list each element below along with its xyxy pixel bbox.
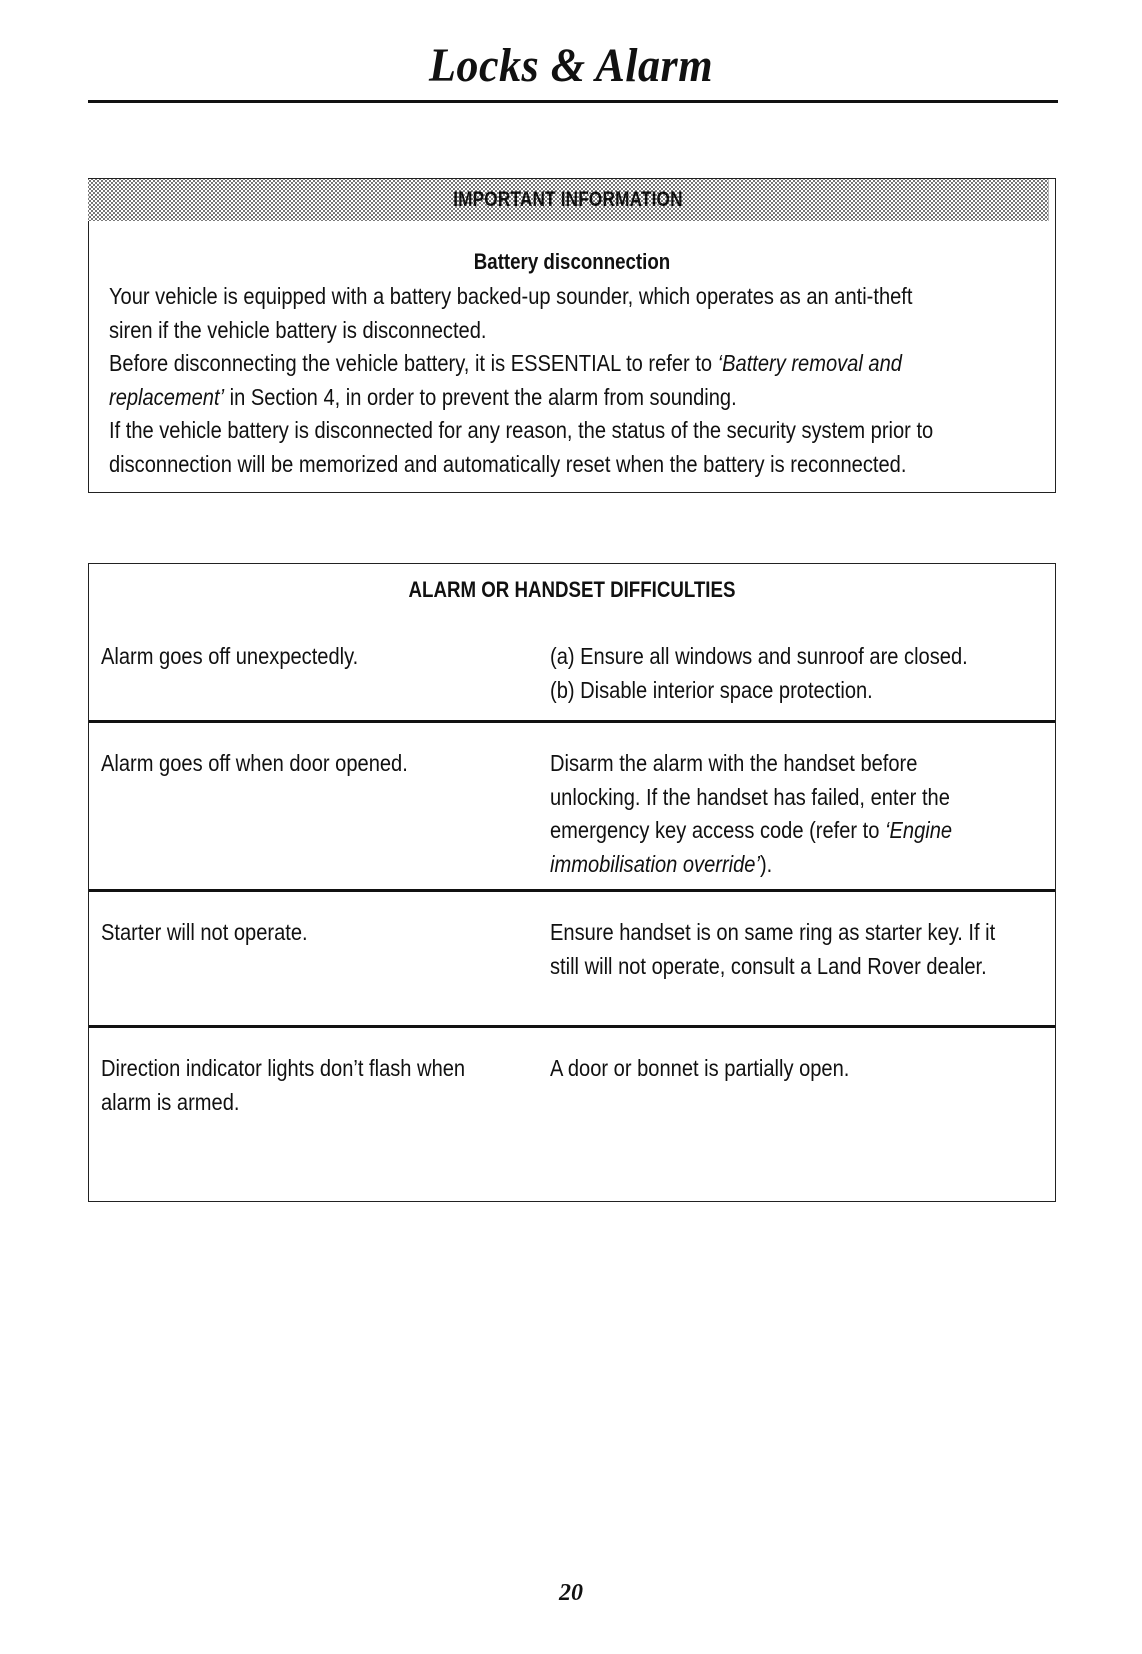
page-number: 20 [559, 1580, 583, 1606]
title-divider [88, 100, 1058, 103]
remedy-text: ). [759, 850, 773, 877]
important-information-banner [88, 179, 1049, 221]
info-paragraph [109, 347, 955, 414]
page-title: Locks & Alarm [428, 39, 714, 92]
important-information-box [88, 178, 1056, 493]
info-paragraph: Your vehicle is equipped with a battery backed-up sounder, which operates as an anti-theft siren if the vehicle battery is disconnected. [109, 283, 913, 343]
table-title: ALARM OR HANDSET DIFFICULTIES [408, 577, 736, 602]
info-paragraph: If the vehicle battery is disconnected for any reason, the status of the security system prior to disconnection will be memorized and automatically reset when the battery is reconnected. [109, 417, 934, 477]
remedy-line: (b) Disable interior space protection. [550, 676, 873, 703]
info-body [109, 280, 955, 481]
remedy-text: Disarm the alarm with the handset before unlocking. If the handset has failed, enter the emergency key access code (refer to [550, 750, 950, 843]
remedy-cell [550, 640, 1016, 707]
cross-reference-link: ‘Battery removal and replacement’ [109, 350, 902, 410]
remedy-cell: A door or bonnet is partially open. [550, 1055, 850, 1081]
paragraph-text: in Section 4, in order to prevent the alarm from sounding. [224, 383, 737, 410]
troubleshooting-table [88, 563, 1056, 1202]
table-row [89, 720, 1055, 890]
problem-cell: Starter will not operate. [101, 919, 308, 945]
remedy-line: (a) Ensure all windows and sunroof are closed. [550, 643, 968, 669]
remedy-cell [550, 747, 978, 881]
banner-label: IMPORTANT INFORMATION [453, 188, 683, 211]
cross-reference-link: ‘Engine immobilisation override’ [550, 817, 953, 877]
remedy-cell: Ensure handset is on same ring as starter key. If it still will not operate, consult a Land Rover dealer. [550, 919, 996, 979]
section-subtitle: Battery disconnection [473, 249, 671, 274]
table-row [89, 564, 1055, 721]
paragraph-text: Before disconnecting the vehicle battery, it is ESSENTIAL to refer to [109, 350, 718, 376]
problem-cell: Alarm goes off when door opened. [101, 750, 408, 776]
problem-cell: Direction indicator lights don’t flash when alarm is armed. [101, 1055, 466, 1115]
table-row [89, 1025, 1055, 1201]
problem-cell: Alarm goes off unexpectedly. [101, 643, 359, 669]
table-row [89, 889, 1055, 1026]
